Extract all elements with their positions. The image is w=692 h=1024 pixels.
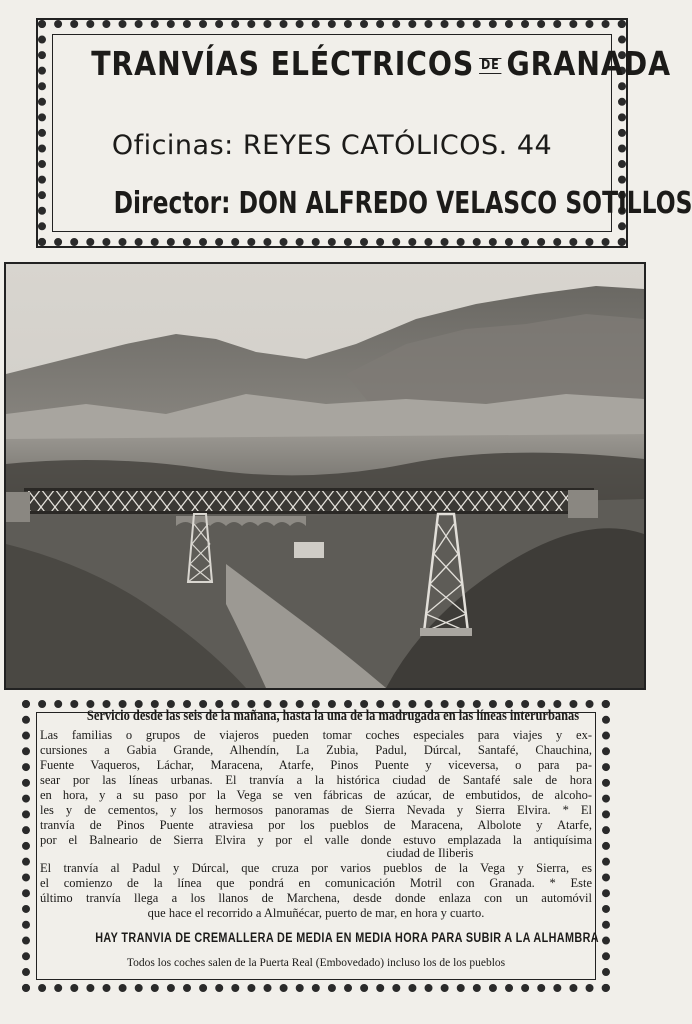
body-line-6: les y de cementos, y los hermosos panoramas de Sierra Nevada y Sierra Elvira. * El [40,803,592,817]
title-left: TRANVÍAS ELÉCTRICOS [91,44,475,83]
body-line-10: El tranvía al Padul y Dúrcal, que cruza por varios pueblos de la Vega y Sierra, es [40,861,592,875]
director-name: Director: DON ALFREDO VELASCO SOTILLOS [113,186,692,221]
title-de: DE [481,57,500,73]
body-line-8: por el Balneario de Sierra Elvira y por el valle donde estuvo emplazada la antiquísima [40,833,592,847]
body-line-9: ciudad de Iliberis [386,846,474,860]
bridge-photograph [4,262,646,690]
body-line-2: cursiones a Gabia Grande, Alhendín, La Zubia, Padul, Dúrcal, Santafé, Chauchina, [40,743,592,757]
body-line-11: el comienzo de la línea que pondrá en comunicación Motril con Granada. * Este [40,876,592,890]
service-hours: Servicio desde las seis de la mañana, hasta la una de la madrugada en las líneas interurbanas [86,708,580,724]
body-line-7: tranvía de Pinos Puente atraviesa por los pueblos de Maracena, Albolote y Atarfe, [40,818,592,832]
body-line-4: sear por las líneas urbanas. El tranvía a la histórica ciudad de Santafé sale de hora [40,773,592,787]
body-line-3: Fuente Vaqueros, Láchar, Maracena, Atarfe, Pinos Puente y viceversa, o para pa- [40,758,592,772]
company-title [91,44,671,83]
body-line-5: en hora, y a su paso por la Vega se ven fábricas de azúcar, de embutidos, de alcoho- [40,788,592,802]
bridge-landscape-illustration [6,264,644,688]
body-line-12: último tranvía llega a los llanos de Marchena, desde donde enlaza con un automóvil [40,891,592,905]
cremallera-notice: HAY TRANVIA DE CREMALLERA DE MEDIA EN MEDIA HORA PARA SUBIR A LA ALHAMBRA [95,930,600,945]
body-line-13: que hace el recorrido a Almuñécar, puerto de mar, en hora y cuarto. [147,906,485,920]
body-line-1: Las familias o grupos de viajeros pueden tomar coches especiales para viajes y ex- [40,728,592,742]
title-right: GRANADA [506,44,671,83]
offices-address: Oficinas: REYES CATÓLICOS. 44 [111,130,553,161]
departure-note: Todos los coches salen de la Puerta Real (Embovedado) incluso los de los pueblos [126,957,506,969]
